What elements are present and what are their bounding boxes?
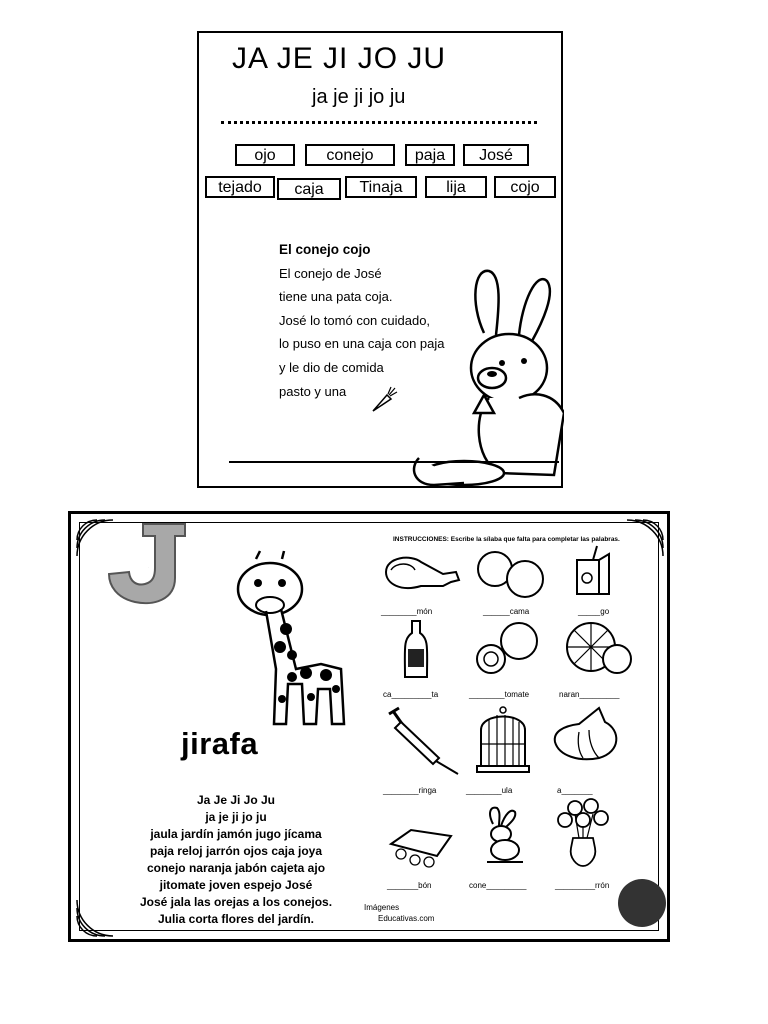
poem-line: y le dio de comida <box>279 359 384 375</box>
poem-line: El conejo de José <box>279 265 382 281</box>
blank-word: ________món <box>381 607 433 616</box>
carrot-icon <box>369 385 399 415</box>
juice-box-icon <box>571 544 616 599</box>
worksheet-letter-j <box>68 511 670 942</box>
blank-word: _________rrón <box>555 881 610 890</box>
blank-word: ________ula <box>466 786 513 795</box>
big-letter-j <box>103 518 193 608</box>
syringe-icon <box>383 706 463 776</box>
blank-word: a_______ <box>557 786 593 795</box>
blank-word: _____go <box>578 607 610 616</box>
soap-icon <box>381 814 456 869</box>
poem-line: José lo tomó con cuidado, <box>279 312 431 328</box>
reading-line: jaula jardín jamón jugo jícama <box>150 827 322 841</box>
word-box: cojo <box>494 176 556 198</box>
word-box: paja <box>405 144 455 166</box>
garlic-icon <box>549 702 629 764</box>
poem-line: tiene una pata coja. <box>279 289 393 305</box>
credit-line-1: Imágenes <box>364 903 400 912</box>
word-box: lija <box>425 176 487 198</box>
blank-word: naran_________ <box>559 690 620 699</box>
word-jirafa: jirafa <box>181 726 259 761</box>
dotted-writing-line <box>221 121 537 124</box>
oranges-icon <box>473 549 553 599</box>
birdcage-icon <box>473 704 533 774</box>
worksheet-ja-je-ji <box>197 31 563 488</box>
ham-icon <box>381 552 461 597</box>
blank-word: ca_________ta <box>383 690 439 699</box>
word-box: caja <box>277 178 341 200</box>
instructions: INSTRUCCIONES: Escribe la sílaba que falta para completar las palabras. <box>393 536 620 543</box>
blank-word: ________ringa <box>383 786 437 795</box>
rabbit-icon <box>404 263 564 488</box>
seal-logo-icon <box>618 879 666 927</box>
reading-line: Julia corta flores del jardín. <box>157 912 315 926</box>
title-lowercase-syllables: ja je ji jo ju <box>312 86 406 108</box>
poem-line: lo puso en una caja con paja <box>279 336 445 352</box>
rabbit-small-icon <box>473 804 533 866</box>
corner-ornament-icon <box>625 518 665 558</box>
blank-word: _______bón <box>387 881 432 890</box>
word-box: ojo <box>235 144 295 166</box>
corner-ornament-icon <box>75 898 115 938</box>
tomato-icon <box>471 619 546 679</box>
blank-word: ________tomate <box>469 690 530 699</box>
reading-line: conejo naranja jabón cajeta ajo <box>146 861 326 875</box>
giraffe-icon <box>226 549 361 729</box>
blank-word: cone_________ <box>469 881 527 890</box>
poem-title: El conejo cojo <box>279 242 371 257</box>
reading-line: paja reloj jarrón ojos caja joya <box>149 844 323 858</box>
reading-line: Ja Je Ji Jo Ju <box>196 793 276 807</box>
reading-line: ja je ji jo ju <box>205 810 267 824</box>
word-box: conejo <box>305 144 395 166</box>
flower-vase-icon <box>553 796 613 868</box>
word-box: José <box>463 144 529 166</box>
orange-slices-icon <box>561 619 636 679</box>
title-uppercase-syllables: JA JE JI JO JU <box>232 42 447 75</box>
reading-line: José jala las orejas a los conejos. <box>139 895 333 909</box>
reading-line: jitomate joven espejo José <box>159 878 313 892</box>
svg-text:J: J <box>148 568 149 569</box>
syllable-reading-list <box>116 792 356 928</box>
ground-line <box>229 461 559 463</box>
poem-line: pasto y una <box>279 383 347 399</box>
credit-line-2: Educativas.com <box>378 914 435 923</box>
blank-word: ______cama <box>483 607 530 616</box>
word-box: tejado <box>205 176 275 198</box>
word-box: Tinaja <box>345 176 417 198</box>
syrup-bottle-icon <box>401 619 431 681</box>
